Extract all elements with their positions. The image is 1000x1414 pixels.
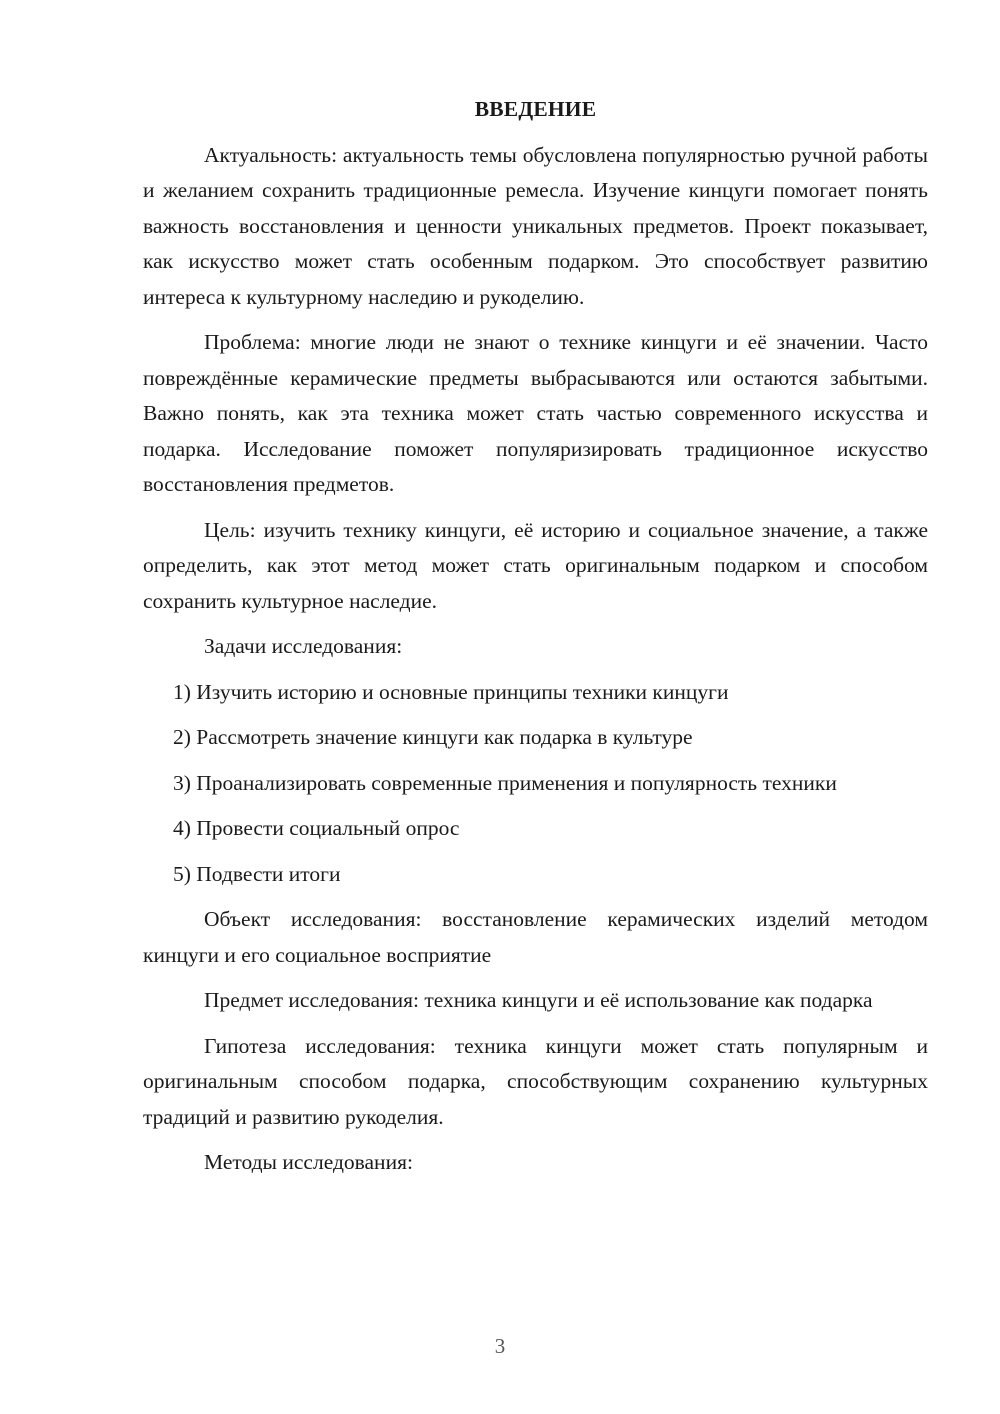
list-item: 1) Изучить историю и основные принципы техники кинцуги bbox=[173, 679, 729, 704]
paragraph-goal: Цель: изучить технику кинцуги, её историю и социальное значение, а также определить, как этот метод может стать оригинальным подарком и способом сохранить культурное наследие. bbox=[143, 517, 928, 613]
paragraph-object: Объект исследования: восстановление керамических изделий методом кинцуги и его социальное восприятие bbox=[143, 907, 928, 967]
paragraph-problem: Проблема: многие люди не знают о технике кинцуги и её значении. Часто повреждённые керамические предметы выбрасываются или остаются забытыми. Важно понять, как эта техника может стать частью современного искусства и подарка. Исследование поможет популяризировать традиционное искусство восстановления предметов. bbox=[143, 330, 928, 496]
methods-heading: Методы исследования: bbox=[204, 1150, 413, 1174]
page-number: 3 bbox=[494, 1334, 506, 1358]
list-item: 3) Проанализировать современные применения и популярность техники bbox=[173, 770, 837, 795]
list-item: 5) Подвести итоги bbox=[173, 861, 341, 886]
tasks-list bbox=[143, 675, 928, 893]
list-item: 4) Провести социальный опрос bbox=[173, 816, 460, 840]
document-page bbox=[143, 92, 928, 1191]
paragraph-relevance: Актуальность: актуальность темы обусловлена популярностью ручной работы и желанием сохранить традиционные ремесла. Изучение кинцуги помогает понять важность восстановления и ценности уникальных предметов. Проект показывает, как искусство может стать особенным подарком. Это способствует развитию интереса к культурному наследию и рукоделию. bbox=[143, 142, 928, 309]
list-item: 2) Рассмотреть значение кинцуги как подарка в культуре bbox=[173, 725, 693, 749]
paragraph-hypothesis: Гипотеза исследования: техника кинцуги может стать популярным и оригинальным способом подарка, способствующим сохранению культурных традиций и развитию рукоделия. bbox=[143, 1033, 928, 1129]
paragraph-subject: Предмет исследования: техника кинцуги и её использование как подарка bbox=[204, 988, 873, 1012]
page-title: ВВЕДЕНИЕ bbox=[474, 97, 597, 121]
tasks-heading: Задачи исследования: bbox=[204, 634, 403, 658]
